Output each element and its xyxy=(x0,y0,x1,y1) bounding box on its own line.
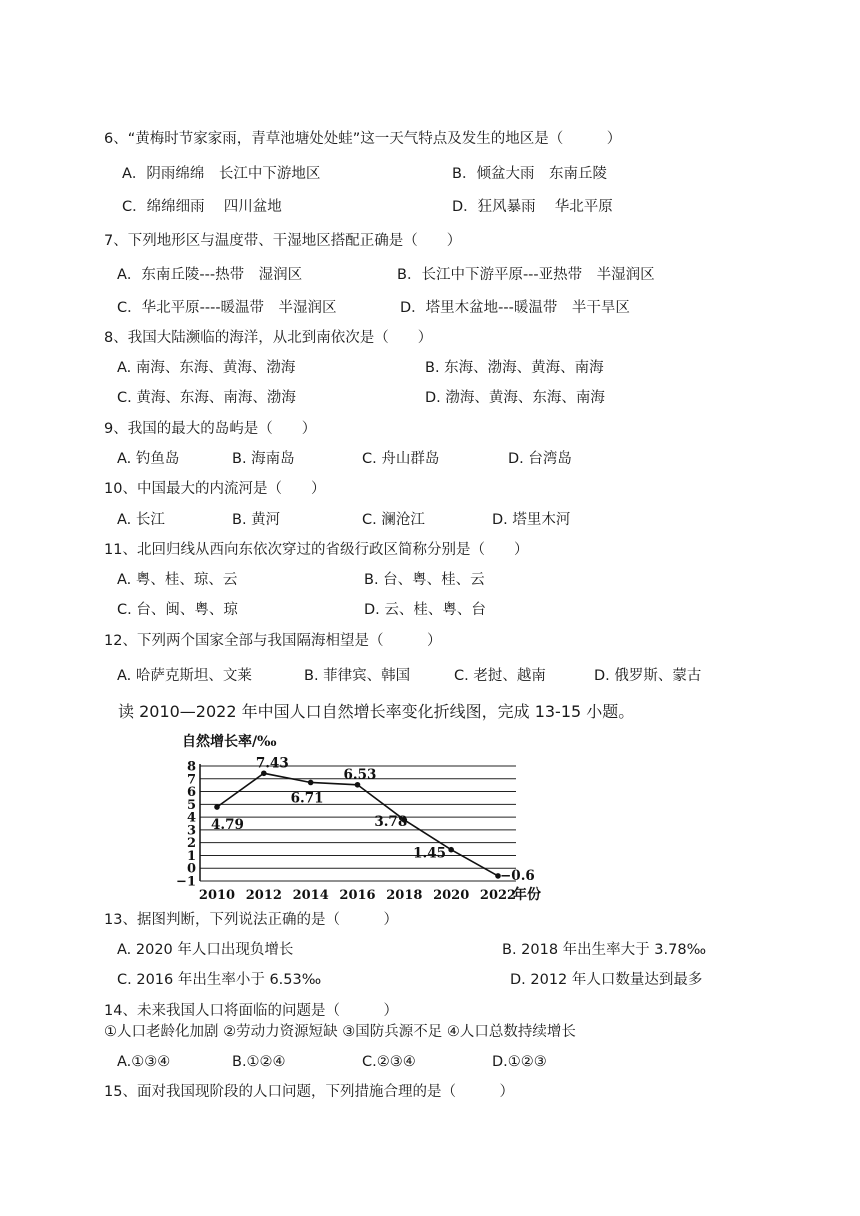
q6-stem: 6、“黄梅时节家家雨，青草池塘处处蛙”这一天气特点及发生的地区是（ ） xyxy=(104,131,622,147)
q7-option-b[interactable]: B．长江中下游平原---亚热带 半湿润区 xyxy=(397,267,655,283)
q12-stem: 12、下列两个国家全部与我国隔海相望是（ ） xyxy=(104,633,442,649)
q9-stem: 9、我国的最大的岛屿是（ ） xyxy=(104,421,317,437)
q12-option-a[interactable]: A. 哈萨克斯坦、文莱 xyxy=(117,668,252,684)
q6-option-b[interactable]: B．倾盆大雨 东南丘陵 xyxy=(452,166,607,182)
q13-option-a[interactable]: A. 2020 年人口出现负增长 xyxy=(117,942,294,958)
y-tick-label: 1 xyxy=(186,848,196,864)
data-label: 1.45 xyxy=(413,845,447,862)
data-point xyxy=(448,847,454,853)
q7-option-d[interactable]: D．塔里木盆地---暖温带 半干旱区 xyxy=(400,300,630,316)
q14-option-c[interactable]: C.②③④ xyxy=(362,1054,416,1070)
q9-option-c[interactable]: C. 舟山群岛 xyxy=(362,451,440,467)
data-label: −0.6 xyxy=(500,867,535,884)
data-point xyxy=(214,804,220,810)
y-tick-label: 5 xyxy=(186,797,196,813)
y-tick-label: 2 xyxy=(186,836,196,852)
q13-option-d[interactable]: D. 2012 年人口数量达到最多 xyxy=(510,972,703,988)
data-point xyxy=(355,782,361,788)
q8-option-d[interactable]: D. 渤海、黄海、东海、南海 xyxy=(425,390,605,406)
q8-option-a[interactable]: A. 南海、东海、黄海、渤海 xyxy=(117,360,296,376)
q13-option-b[interactable]: B. 2018 年出生率大于 3.78‰ xyxy=(502,942,707,958)
q10-stem: 10、中国最大的内流河是（ ） xyxy=(104,481,326,497)
data-point xyxy=(308,780,314,786)
y-tick-label: 4 xyxy=(186,810,196,826)
x-tick-label: 2016 xyxy=(339,888,376,903)
q11-option-a[interactable]: A. 粤、桂、琼、云 xyxy=(117,572,238,588)
q12-option-b[interactable]: B. 菲律宾、韩国 xyxy=(304,668,411,684)
q14-option-b[interactable]: B.①②④ xyxy=(232,1054,286,1070)
series-line xyxy=(217,773,498,876)
x-tick-label: 2018 xyxy=(386,888,423,903)
q6-option-d[interactable]: D．狂风暴雨 华北平原 xyxy=(452,199,613,215)
x-axis-label: 年份 xyxy=(513,887,541,903)
q11-option-d[interactable]: D. 云、桂、粤、台 xyxy=(364,602,486,618)
q8-stem: 8、我国大陆濒临的海洋，从北到南依次是（ ） xyxy=(104,330,433,346)
q10-option-c[interactable]: C. 澜沧江 xyxy=(362,512,425,528)
q14-stem: 14、未来我国人口将面临的问题是（ ） xyxy=(104,1003,398,1019)
q9-option-a[interactable]: A. 钓鱼岛 xyxy=(117,451,180,467)
q7-option-a[interactable]: A．东南丘陵---热带 湿润区 xyxy=(117,267,303,283)
q7-stem: 7、下列地形区与温度带、干湿地区搭配正确是（ ） xyxy=(104,233,462,249)
q10-option-b[interactable]: B. 黄河 xyxy=(232,512,281,528)
y-tick-label: 8 xyxy=(186,759,196,775)
x-tick-label: 2020 xyxy=(433,888,470,903)
q10-option-d[interactable]: D. 塔里木河 xyxy=(492,512,571,528)
data-label: 6.71 xyxy=(290,790,324,807)
data-label: 4.79 xyxy=(211,817,244,834)
chart-intro: 读 2010—2022 年中国人口自然增长率变化折线图，完成 13-15 小题。 xyxy=(118,702,635,721)
q9-option-b[interactable]: B. 海南岛 xyxy=(232,451,295,467)
population-growth-line-chart xyxy=(168,728,550,906)
q13-stem: 13、据图判断，下列说法正确的是（ ） xyxy=(104,912,398,928)
y-tick-label: −1 xyxy=(176,874,196,890)
q7-option-c[interactable]: C．华北平原----暖温带 半湿润区 xyxy=(117,300,337,316)
q11-option-c[interactable]: C. 台、闽、粤、琼 xyxy=(117,602,238,618)
q6-option-a[interactable]: A．阴雨绵绵 长江中下游地区 xyxy=(122,166,321,182)
y-tick-label: 3 xyxy=(186,823,196,839)
q14-items: ①人口老龄化加剧 ②劳动力资源短缺 ③国防兵源不足 ④人口总数持续增长 xyxy=(104,1024,576,1040)
q6-option-c[interactable]: C．绵绵细雨 四川盆地 xyxy=(122,199,282,215)
q9-option-d[interactable]: D. 台湾岛 xyxy=(508,451,572,467)
data-label: 7.43 xyxy=(255,755,289,772)
q8-option-c[interactable]: C. 黄海、东海、南海、渤海 xyxy=(117,390,296,406)
q11-stem: 11、北回归线从西向东依次穿过的省级行政区简称分别是（ ） xyxy=(104,542,529,558)
q13-option-c[interactable]: C. 2016 年出生率小于 6.53‰ xyxy=(117,972,322,988)
y-tick-label: 7 xyxy=(186,772,196,788)
data-label: 6.53 xyxy=(343,766,377,783)
data-point xyxy=(261,770,267,776)
x-tick-label: 2012 xyxy=(245,888,282,903)
q14-option-d[interactable]: D.①②③ xyxy=(492,1054,547,1070)
x-tick-label: 2010 xyxy=(198,888,236,903)
q12-option-d[interactable]: D. 俄罗斯、蒙古 xyxy=(594,668,702,684)
data-label: 3.78 xyxy=(374,813,408,830)
x-tick-label: 2014 xyxy=(292,888,329,903)
q14-option-a[interactable]: A.①③④ xyxy=(117,1054,171,1070)
q10-option-a[interactable]: A. 长江 xyxy=(117,512,165,528)
q15-stem: 15、面对我国现阶段的人口问题，下列措施合理的是（ ） xyxy=(104,1084,514,1100)
q8-option-b[interactable]: B. 东海、渤海、黄海、南海 xyxy=(425,360,604,376)
y-axis-label: 自然增长率/‰ xyxy=(182,734,277,750)
y-tick-label: 6 xyxy=(186,785,196,801)
y-tick-label: 0 xyxy=(186,861,196,877)
q12-option-c[interactable]: C. 老挝、越南 xyxy=(454,668,546,684)
q11-option-b[interactable]: B. 台、粤、桂、云 xyxy=(364,572,485,588)
x-tick-label: 2022 xyxy=(479,888,517,903)
